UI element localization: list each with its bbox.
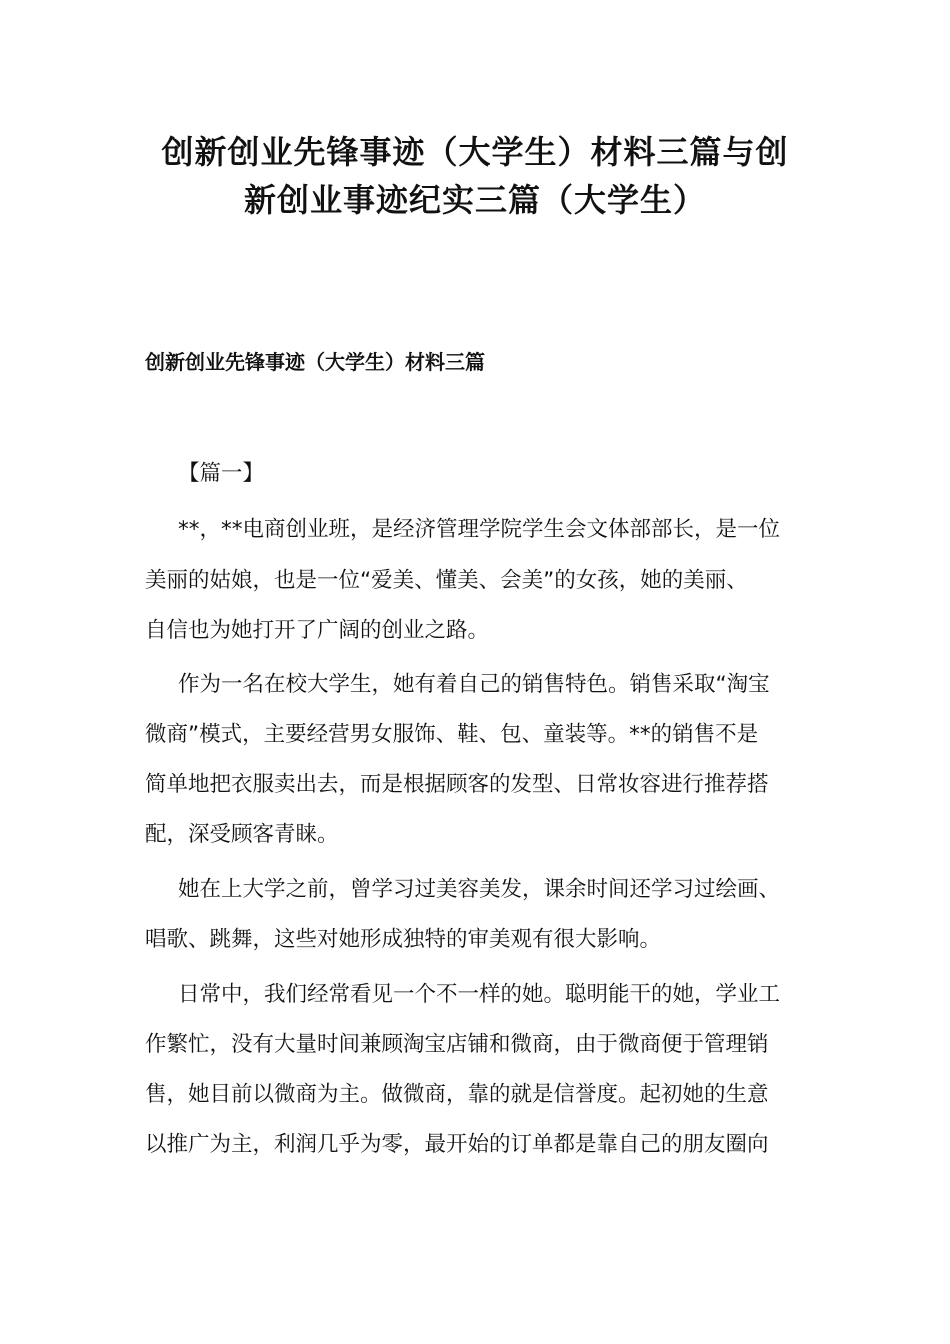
body-line: 唱歌、跳舞，这些对她形成独特的审美观有很大影响。: [145, 927, 662, 952]
body-line: 自信也为她打开了广阔的创业之路。: [145, 618, 490, 643]
body-line: 售，她目前以微商为主。做微商，靠的就是信誉度。起初她的生意: [145, 1082, 769, 1107]
section-heading: 创新创业先锋事迹（大学生）材料三篇: [145, 350, 485, 374]
body-line: 以推广为主，利润几乎为零，最开始的订单都是靠自己的朋友圈向: [145, 1132, 769, 1157]
body-line: 微商”模式，主要经营男女服饰、鞋、包、童装等。**的销售不是: [145, 722, 759, 747]
body-line: **，**电商创业班，是经济管理学院学生会文体部部长，是一位: [178, 517, 781, 542]
document-title-line-2: 新创业事迹纪实三篇（大学生）: [243, 181, 706, 219]
body-line: 简单地把衣服卖出去，而是根据顾客的发型、日常妆容进行推荐搭: [145, 772, 769, 797]
document-title-line-1: 创新创业先锋事迹（大学生）材料三篇与创: [161, 133, 789, 171]
part-label: 【篇一】: [178, 461, 265, 486]
body-line: 配，深受顾客青睐。: [145, 822, 339, 847]
body-line: 作为一名在校大学生，她有着自己的销售特色。销售采取“淘宝: [178, 672, 770, 697]
body-line: 作繁忙，没有大量时间兼顾淘宝店铺和微商，由于微商便于管理销: [145, 1032, 769, 1057]
body-line: 她在上大学之前，曾学习过美容美发，课余时间还学习过绘画、: [178, 877, 781, 902]
body-line: 日常中，我们经常看见一个不一样的她。聪明能干的她，学业工: [178, 982, 781, 1007]
body-line: 美丽的姑娘，也是一位“爱美、懂美、会美”的女孩，她的美丽、: [145, 568, 748, 593]
